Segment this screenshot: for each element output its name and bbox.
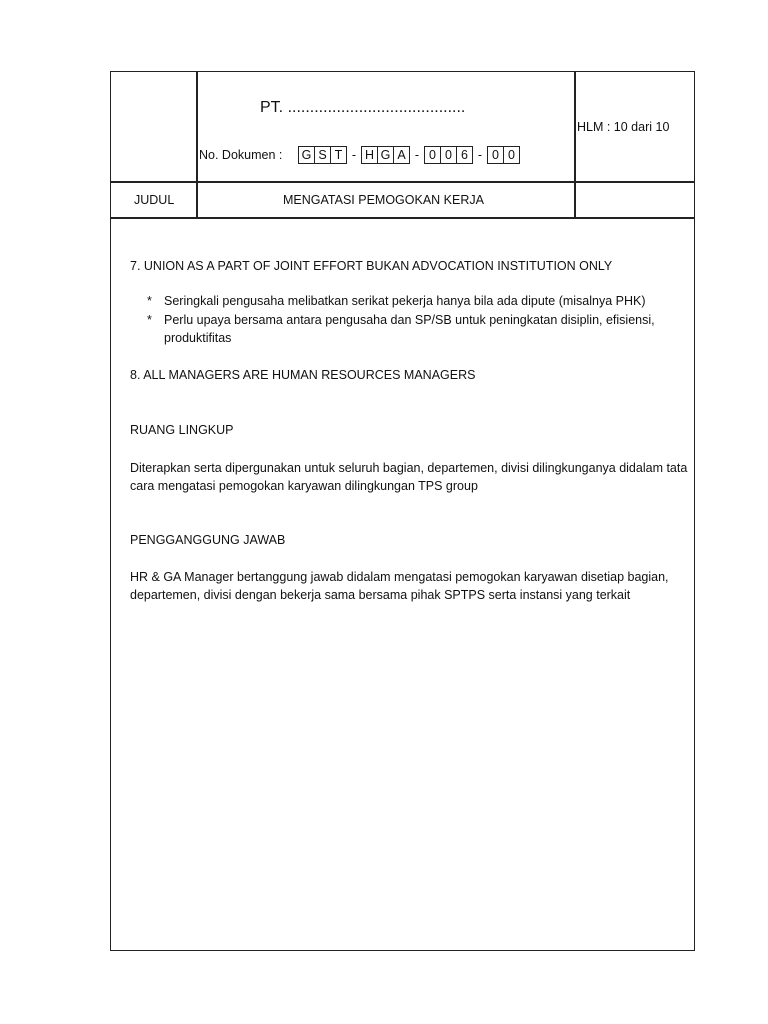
doc-code-group-4	[487, 146, 520, 164]
judul-label: JUDUL	[134, 193, 175, 207]
penanggung-jawab-text-1: HR & GA Manager bertanggung jawab didalam mengatasi pemogokan karyawan disetiap bagian,	[130, 570, 669, 584]
header-divider-left	[196, 71, 198, 219]
bullet-2-text: Perlu upaya bersama antara pengusaha dan SP/SB untuk peningkatan disiplin, efisiensi,	[164, 313, 655, 327]
doc-code-char: 0	[503, 147, 519, 163]
doc-code-char: 0	[429, 148, 436, 162]
penanggung-jawab-heading: PENGGANGGUNG JAWAB	[130, 533, 286, 547]
company-name: PT. ........................................	[260, 99, 466, 116]
header-divider-right	[574, 71, 576, 219]
header-divider-bottom	[110, 217, 695, 219]
item-7-heading: 7. UNION AS A PART OF JOINT EFFORT BUKAN ADVOCATION INSTITUTION ONLY	[130, 259, 613, 273]
doc-code-group-3	[424, 146, 473, 164]
doc-code-char: H	[364, 148, 375, 162]
bullet-marker: *	[147, 294, 152, 308]
doc-code-separator: -	[477, 148, 483, 162]
doc-code-char: 6	[456, 147, 472, 163]
doc-code-group-2	[361, 146, 410, 164]
ruang-lingkup-heading: RUANG LINGKUP	[130, 423, 234, 437]
header-divider-middle	[110, 181, 695, 183]
doc-code-char: T	[330, 147, 346, 163]
doc-code-char: 0	[440, 147, 456, 163]
doc-code-char: A	[393, 147, 409, 163]
bullet-marker: *	[147, 313, 152, 327]
doc-code-char: G	[377, 147, 393, 163]
doc-code	[298, 146, 520, 164]
doc-code-char: 0	[492, 148, 499, 162]
doc-code-char: S	[314, 147, 330, 163]
doc-code-char: G	[301, 148, 312, 162]
ruang-lingkup-text-1: Diterapkan serta dipergunakan untuk seluruh bagian, departemen, divisi dilingkunganya didalam tata	[130, 461, 688, 475]
doc-code-separator: -	[351, 148, 357, 162]
penanggung-jawab-text-2: departemen, divisi dengan bekerja sama bersama pihak SPTPS serta instansi yang terkait	[130, 588, 631, 602]
doc-number-label: No. Dokumen :	[199, 148, 283, 162]
doc-code-separator: -	[414, 148, 420, 162]
bullet-2-text-cont: produktifitas	[164, 331, 232, 345]
bullet-1-text: Seringkali pengusaha melibatkan serikat pekerja hanya bila ada dipute (misalnya PHK)	[164, 294, 646, 308]
page-number: HLM : 10 dari 10	[577, 120, 670, 134]
item-8-heading: 8. ALL MANAGERS ARE HUMAN RESOURCES MANAGERS	[130, 368, 476, 382]
document-title: MENGATASI PEMOGOKAN KERJA	[283, 193, 484, 207]
ruang-lingkup-text-2: cara mengatasi pemogokan karyawan dilingkungan TPS group	[130, 479, 478, 493]
doc-code-group-1	[298, 146, 347, 164]
